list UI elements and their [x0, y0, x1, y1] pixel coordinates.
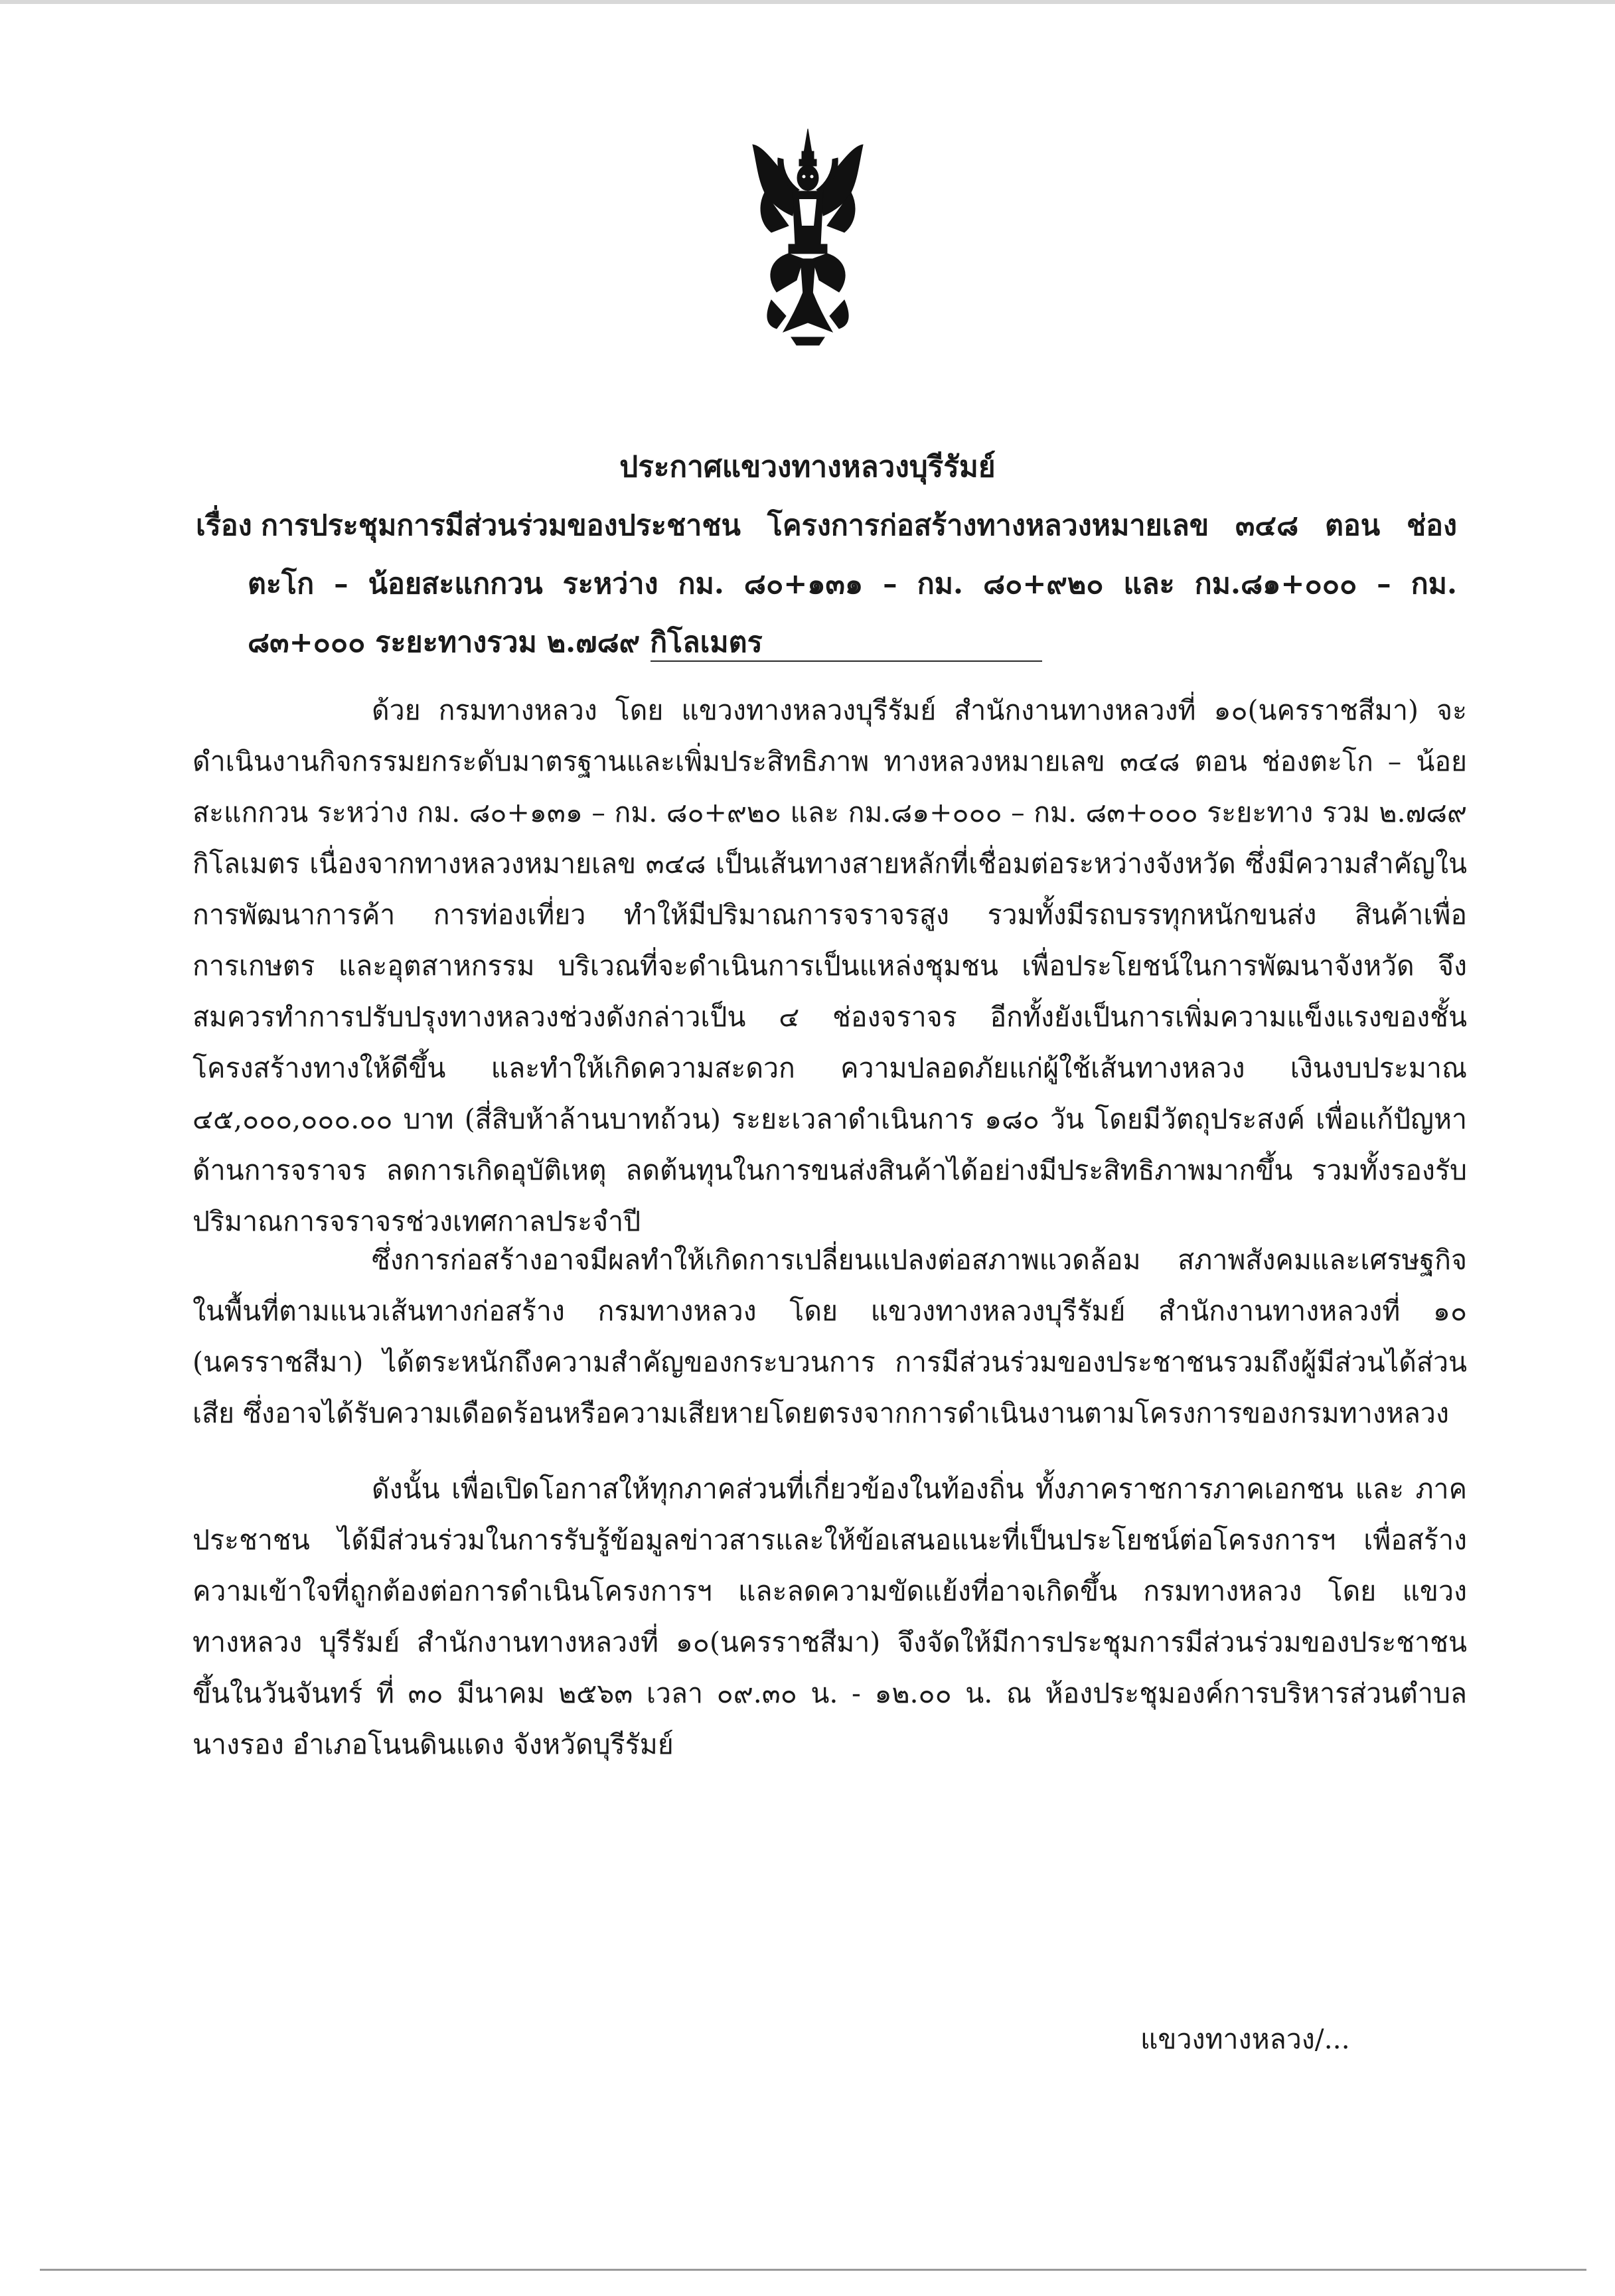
- page-title: ประกาศแขวงทางหลวงบุรีรัมย์: [619, 450, 996, 484]
- paragraph-1: ด้วย กรมทางหลวง โดย แขวงทางหลวงบุรีรัมย์ สำนักงานทางหลวงที่ ๑๐(นครราชสีมา) จะดำเนินงานกิจกรรมยกระดับมาตรฐานและเพิ่มประสิทธิภาพ ทางหลวงหมายเลข ๓๔๘ ตอน ช่องตะโก – น้อยสะแกกวน ระหว่าง กม. ๘๐+๑๓๑ – กม. ๘๐+๙๒๐ และ กม.๘๑+๐๐๐ – กม. ๘๓+๐๐๐ ระยะทาง รวม ๒.๗๘๙ กิโลเมตร เนื่องจากทางหลวงหมายเลข ๓๔๘ เป็นเส้นทางสายหลักที่เชื่อมต่อระหว่างจังหวัด ซึ่งมีความสำคัญในการพัฒนาการค้า การท่องเที่ยว ทำให้มีปริมาณการจราจรสูง รวมทั้งมีรถบรรทุกหนักขนส่ง สินค้าเพื่อการเกษตร และอุตสาหกรรม บริเวณที่จะดำเนินการเป็นแหล่งชุมชน เพื่อประโยชน์ในการพัฒนาจังหวัด จึงสมควรทำการปรับปรุงทางหลวงช่วงดังกล่าวเป็น ๔ ช่องจราจร อีกทั้งยังเป็นการเพิ่มความแข็งแรงของชั้น โครงสร้างทางให้ดีขึ้น และทำให้เกิดความสะดวก ความปลอดภัยแก่ผู้ใช้เส้นทางหลวง เงินงบประมาณ ๔๕,๐๐๐,๐๐๐.๐๐ บาท (สี่สิบห้าล้านบาทถ้วน) ระยะเวลาดำเนินการ ๑๘๐ วัน โดยมีวัตถุประสงค์ เพื่อแก้ปัญหา ด้านการจราจร ลดการเกิดอุบัติเหตุ ลดต้นทุนในการขนส่งสินค้าได้อย่างมีประสิทธิภาพมากขึ้น รวมทั้งรองรับ ปริมาณการจราจรช่วงเทศกาลประจำปี: [192, 694, 1467, 1237]
- title-divider: [651, 660, 1042, 662]
- scan-edge-top: [0, 0, 1615, 4]
- subject-text: การประชุมการมีส่วนร่วมของประชาชน โครงการก่อสร้างทางหลวงหมายเลข ๓๔๘ ตอน ช่องตะโก – น้อยสะแกกวน ระหว่าง กม. ๘๐+๑๓๑ – กม. ๘๐+๙๒๐ และ กม.๘๑+๐๐๐ – กม. ๘๓+๐๐๐ ระยะทางรวม ๒.๗๘๙ กิโลเมตร: [248, 509, 1457, 659]
- scan-edge-bottom: [40, 2269, 1586, 2271]
- garuda-emblem-icon: [745, 126, 871, 352]
- subject-label: เรื่อง: [196, 509, 252, 542]
- page-continuation: แขวงทางหลวง/...: [1140, 2023, 1350, 2055]
- paragraph-3: ดังนั้น เพื่อเปิดโอกาสให้ทุกภาคส่วนที่เกี่ยวข้องในท้องถิ่น ทั้งภาคราชการภาคเอกชน และ ภาคประชาชน ได้มีส่วนร่วมในการรับรู้ข้อมูลข่าวสารและให้ข้อเสนอแนะที่เป็นประโยชน์ต่อโครงการฯ เพื่อสร้าง ความเข้าใจที่ถูกต้องต่อการดำเนินโครงการฯ และลดความขัดแย้งที่อาจเกิดขึ้น กรมทางหลวง โดย แขวงทางหลวง บุรีรัมย์ สำนักงานทางหลวงที่ ๑๐(นครราชสีมา) จึงจัดให้มีการประชุมการมีส่วนร่วมของประชาชน ขึ้นในวันจันทร์ ที่ ๓๐ มีนาคม ๒๕๖๓ เวลา ๐๙.๓๐ น. - ๑๒.๐๐ น. ณ ห้องประชุมองค์การบริหารส่วนตำบล นางรอง อำเภอโนนดินแดง จังหวัดบุรีรัมย์: [192, 1473, 1467, 1760]
- paragraph-2: ซึ่งการก่อสร้างอาจมีผลทำให้เกิดการเปลี่ยนแปลงต่อสภาพแวดล้อม สภาพสังคมและเศรษฐกิจ ในพื้นที่ตามแนวเส้นทางก่อสร้าง กรมทางหลวง โดย แขวงทางหลวงบุรีรัมย์ สำนักงานทางหลวงที่ ๑๐ (นครราชสีมา) ได้ตระหนักถึงความสำคัญของกระบวนการ การมีส่วนร่วมของประชาชนรวมถึงผู้มีส่วนได้ส่วนเสีย ซึ่งอาจได้รับความเดือดร้อนหรือความเสียหายโดยตรงจากการดำเนินงานตามโครงการของกรมทางหลวง: [192, 1244, 1467, 1429]
